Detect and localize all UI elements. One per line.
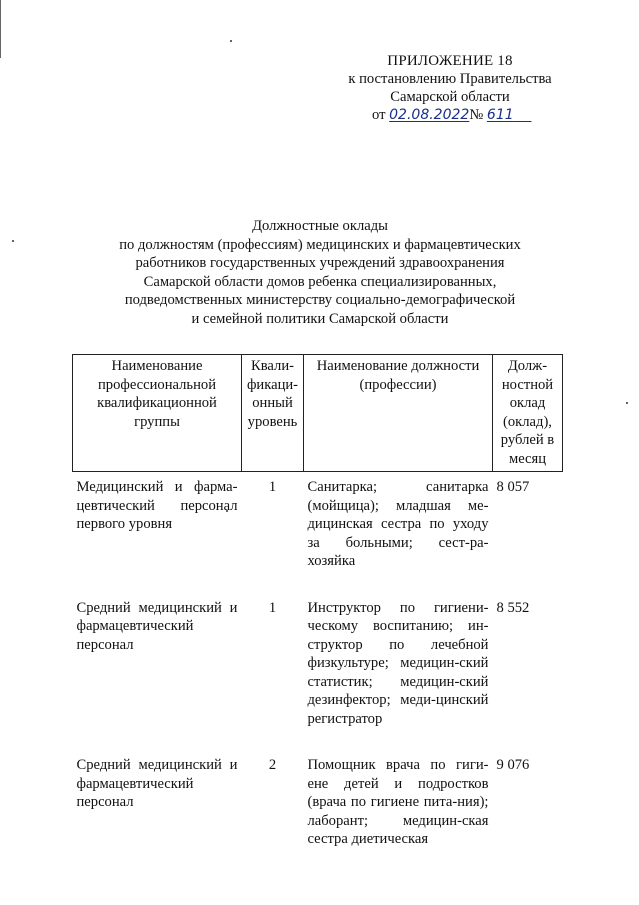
heading-line: и семейной политики Самарской области	[191, 310, 449, 327]
scan-edge-line	[0, 0, 1, 58]
number-prefix: №	[469, 107, 484, 123]
table-row	[73, 599, 563, 757]
cell-group: Средний медицинский и фармацевтический персонал	[76, 599, 238, 653]
appendix-block	[330, 52, 570, 124]
cell-level: 1	[268, 479, 277, 495]
number-value: 611	[486, 107, 514, 123]
appendix-line-2: Самарской области	[390, 89, 510, 105]
header-salary: Долж-ностной оклад (оклад), рублей в месяц	[493, 355, 563, 472]
cell-group: Медицинский и фарма-цевтический персонал первого уровня	[76, 479, 238, 532]
table-row	[73, 472, 563, 599]
heading-line: Должностные оклады	[252, 218, 388, 234]
header-group: Наименование профессиональной квалификационной группы	[73, 355, 242, 472]
table-row	[73, 756, 563, 877]
cell-positions: Инструктор по гигиени-ческому воспитанию; ин-структор по лечебной физкультуре; медицин-ский статистик; медицин-ский дезинфектор; меди-цинский регистратор	[307, 599, 489, 727]
heading-line: по должностям (профессиям) медицинских и фармацевтических	[119, 236, 521, 253]
heading-line: работников государственных учреждений здравоохранения	[135, 255, 505, 271]
appendix-line-1: к постановлению Правительства	[348, 71, 552, 87]
appendix-title: ПРИЛОЖЕНИЕ 18	[387, 53, 513, 69]
cell-salary: 8 057	[496, 479, 530, 495]
cell-positions: Санитарка; санитарка (мойщица); младшая ме-дицинская сестра по уходу за больными; сест-ра-хозяйка	[307, 479, 489, 569]
scan-speck	[626, 402, 628, 404]
appendix-date-line	[330, 106, 570, 124]
salary-table	[72, 354, 563, 877]
cell-group: Средний медицинский и фармацевтический персонал	[76, 757, 238, 810]
heading-line: подведомственных министерству социально-демографической	[124, 292, 516, 308]
cell-salary: 9 076	[496, 757, 530, 773]
scan-speck	[12, 240, 14, 242]
date-prefix: от	[372, 107, 386, 123]
table-header-row	[73, 355, 563, 472]
header-level: Квали-фикаци-онный уровень	[242, 355, 304, 472]
date-value: 02.08.2022	[389, 107, 470, 123]
header-position: Наименование должности (профессии)	[304, 355, 493, 472]
cell-salary: 8 552	[496, 599, 530, 616]
scan-speck	[230, 40, 232, 42]
document-heading	[80, 217, 560, 328]
cell-level: 1	[268, 599, 277, 616]
cell-level: 2	[268, 757, 277, 773]
heading-line: Самарской области домов ребенка специализированных,	[143, 273, 497, 290]
cell-positions: Помощник врача по гиги-ене детей и подростков (врача по гигиене пита-ния); лаборант; медицин-ская сестра диетическая	[307, 757, 489, 847]
